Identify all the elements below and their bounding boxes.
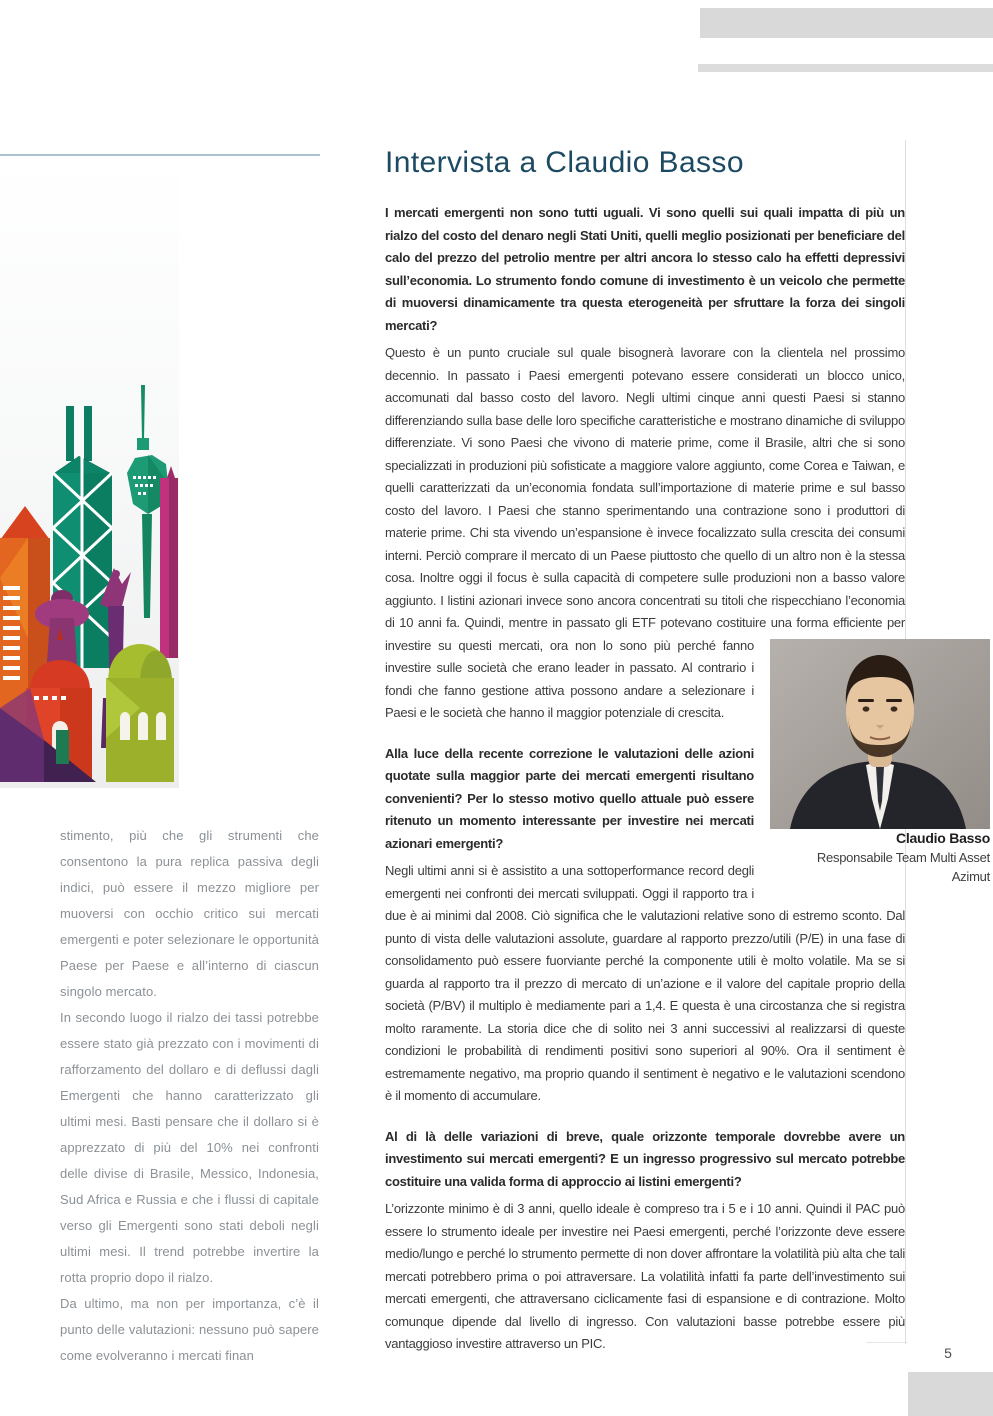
interview-answer-3: L’orizzonte minimo è di 3 anni, quello ideale è compreso tra i 5 e i 10 anni. Quindi il PAC può essere lo strumento ideale per investire nei Paesi emergenti, perché l’orizzonte deve essere medio/lungo e perché lo strumento permette di non dover affrontare la volatilità più alta che tali mercati potrebbero prima o poi attraversare. La volatilità infatti fa parte dell’investimento sui mercati emergenti, che attraversano ciclicamente fasi di espansione e di contrazione. Molto comunque dipende dal livello di ingresso. Con valutazioni basse potrebbe essere più vantaggioso investire attraverso un PIC.	[385, 1201, 905, 1351]
left-paragraph: Da ultimo, ma non per importanza, c’è il punto delle valutazioni: nessuno può sapere come evolveranno i mercati finan	[60, 1296, 319, 1363]
caption-role: Responsabile Team Multi Asset	[816, 849, 990, 865]
left-paragraph: stimento, più che gli strumenti che consentono la pura replica passiva degli indici, può essere il mezzo migliore per muoversi con occhio critico sui mercati emergenti e poter selezionare le opportunità Paese per Paese e all’interno di ciascun singolo mercato.	[60, 828, 319, 999]
header-gray-bar	[698, 64, 993, 72]
city-skyline-illustration	[0, 378, 179, 782]
caption-company: Azimut	[951, 868, 990, 884]
answer-1-text-after-photo: mercati, ora non lo sono più perché fanno investire sulle società che erano leader in passato. Al contrario i fondi che fanno gestione attiva possono andare a selezionare i Paesi e le società che hanno il maggior potenziale di crescita.	[385, 637, 754, 720]
interview-question-1: I mercati emergenti non sono tutti uguali. Vi sono quelli sui quali impatta di più un rialzo del costo del denaro negli Stati Uniti, quelli meglio posizionati per beneficiare del calo del prezzo del petrolio mentre per altri ancora lo stesso calo ha effetti depressivi sull’economia. Lo strumento fondo comune di investimento è un veicolo che permette di muoversi dinamicamente tra questa eterogeneità per sfruttare la forza dei singoli mercati?	[385, 205, 905, 333]
left-paragraph: In secondo luogo il rialzo dei tassi potrebbe essere stato già prezzato con i movimenti di rafforzamento del dollaro e di deflussi dagli Emergenti che hanno caratterizzato gli ultimi mesi. Basti pensare che il dollaro si è apprezzato di più del 10% nei confronti delle divise di Brasile, Messico, Indonesia, Sud Africa e Russia e che i flussi di capitale verso gli Emergenti sono stati deboli negli ultimi mesi. Il trend potrebbe invertire la rotta proprio dopo il rialzo.	[60, 1010, 319, 1285]
footer-gray-block	[908, 1372, 993, 1416]
page-number: 5	[944, 1345, 952, 1361]
caption-name: Claudio Basso	[896, 829, 990, 846]
interview-article	[385, 146, 990, 1356]
claudio-basso-portrait-photo	[770, 639, 990, 829]
interview-question-3: Al di là delle variazioni di breve, quale orizzonte temporale dovrebbe avere un investimento sui mercati emergenti? E un ingresso progressivo sul mercato potrebbe costituire una valida forma di approccio ai listini emergenti?	[385, 1128, 905, 1189]
left-text-column	[60, 823, 319, 1369]
interview-question-2: Alla luce della recente correzione le valutazioni delle azioni quotate sulla maggior parte dei mercati emergenti risultano convenienti? Per lo stesso motivo quello attuale può essere ritenuto un momento interessante per investire nei mercati azionari emergenti?	[385, 745, 754, 851]
interviewee-photo-block	[770, 639, 990, 886]
header-gray-block	[700, 8, 993, 38]
interview-answer-2: Negli ultimi anni si è assistito a una sottoperformance record degli emergenti nei confronti dei mercati sviluppati. Oggi il rapporto tra i due è ai minimi dal 2008. Ciò significa che le valutazioni relative sono di estremo sconto. Dal punto di vista delle valutazioni assolute, guardare al rapporto prezzo/utili (P/E) in una fase di consolidamento può essere fuorviante perché la componente utili è molto volatile. Ma se si guarda al rapporto tra il prezzo di mercato di un’azione e il valore del capitale proprio della società (P/BV) il multiplo è mediamente pari a 1,4. E questa è una circostanza che si registra molto raramente. La storia dice che di solito nei 3 anni successivi al realizzarsi di queste condizioni le probabilità di rendimenti positivi sono superiori al 90%. Ora il sentiment è estremamente negativo, ma proprio quando il sentiment è negativo e le valutazioni scendono è il momento di accumulare.	[385, 863, 905, 1103]
photo-caption	[770, 829, 990, 886]
answer-1-text-before-photo: Questo è un punto cruciale sul quale bisognerà lavorare con la clientela nel prossimo decennio. In passato i Paesi emergenti potevano essere considerati un blocco unico, accomunati dal basso costo del lavoro. Negli ultimi cinque anni questi Paesi si stanno differenziando sulla base delle loro specifiche caratteristiche e mostrano dinamiche di sviluppo differenziate. Vi sono Paesi che vivono di materie prime, come il Brasile, altri che si sono specializzati in produzioni più sofisticate a maggiore valore aggiunto, come Corea e Taiwan, e quelli caratterizzati da un’economia fondata sull’importazione di materie prime e sul basso costo del lavoro. I Paesi che stanno sperimentando una contrazione sono i produttori di materie prime. Chi sta vivendo un’espansione è invece focalizzato sulla crescita dei consumi interni. Perciò comprare il mercato di un Paese piuttosto che quello di un altro non è la stessa cosa. Inoltre oggi il focus è sulla capacità di competere sulle produzioni non a basso valore aggiunto. I listini azionari invece sono ancora concentrati su titoli che rispecchiano l’economia di 10 anni fa. Quindi, mentre in passato gli ETF potevano costituire una forma efficiente per investire su questi	[385, 345, 905, 653]
page-title: Intervista a Claudio Basso	[385, 146, 744, 179]
